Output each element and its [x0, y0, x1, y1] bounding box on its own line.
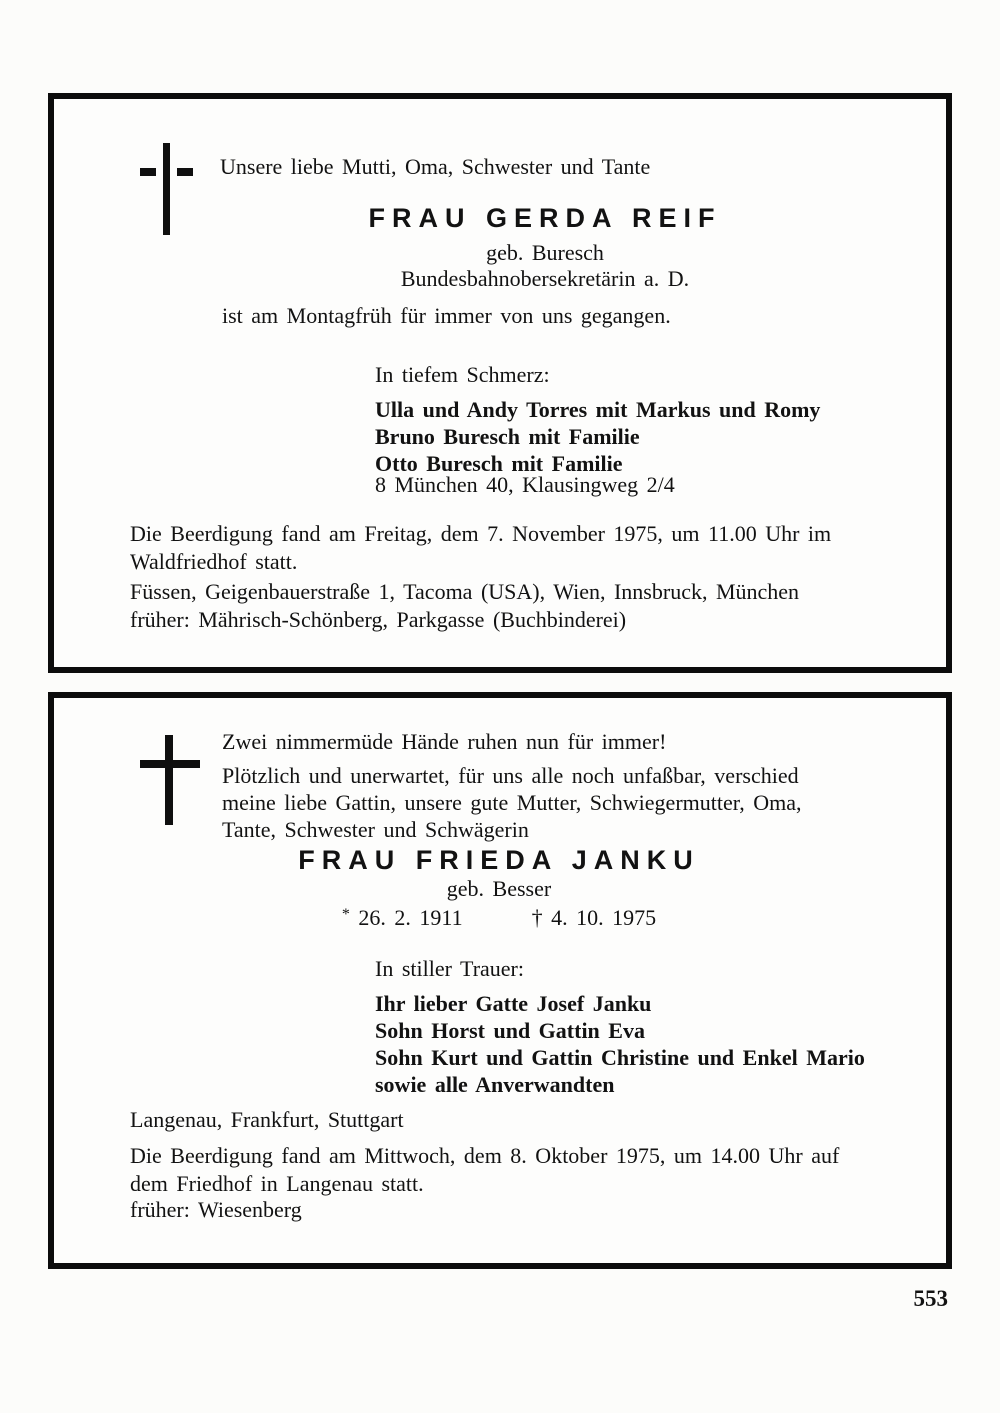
profession: Bundesbahnobersekretärin a. D. [400, 266, 690, 291]
mourning-label: In stiller Trauer: [375, 956, 524, 981]
residence-places: Langenau, Frankfurt, Stuttgart [130, 1107, 404, 1132]
obituary-notice-frieda-janku [48, 692, 952, 1269]
mourner-line: Bruno Buresch mit Familie [375, 424, 640, 449]
mourner-line: Sohn Kurt und Gattin Christine und Enkel Mario [375, 1045, 865, 1070]
obituary-notice-gerda-reif [48, 93, 952, 673]
birth-date: 26. 2. 1911 [358, 905, 463, 930]
mourning-label: In tiefem Schmerz: [375, 362, 550, 387]
former-residence: früher: Mährisch-Schönberg, Parkgasse (Buchbinderei) [130, 607, 627, 632]
mourner-line: Ihr lieber Gatte Josef Janku [375, 991, 652, 1016]
mourners-list [375, 396, 820, 477]
mourner-line: Otto Buresch mit Familie [375, 451, 623, 476]
birth-symbol: * [341, 906, 350, 923]
notice-paragraph: Plötzlich und unerwartet, für uns alle noch unfaßbar, verschied meine liebe Gattin, unsere gute Mutter, Schwiegermutter, Oma, Tante, Schwester und Schwägerin [222, 763, 802, 842]
mourners-list [375, 990, 865, 1098]
latin-cross-icon [140, 735, 200, 825]
mourner-line: sowie alle Anverwandten [375, 1072, 615, 1097]
residence-places: Füssen, Geigenbauerstraße 1, Tacoma (USA), Wien, Innsbruck, München [130, 579, 800, 604]
death-symbol: † [531, 905, 543, 930]
deceased-name: FRAU FRIEDA JANKU [298, 845, 700, 875]
mourner-line: Ulla und Andy Torres mit Markus und Romy [375, 397, 821, 422]
maiden-name: geb. Buresch [486, 240, 604, 265]
funeral-info: Die Beerdigung fand am Mittwoch, dem 8. Oktober 1975, um 14.00 Uhr auf dem Friedhof in Langenau statt. [130, 1143, 840, 1196]
mourners-address: 8 München 40, Klausingweg 2/4 [375, 472, 675, 497]
mourner-line: Sohn Horst und Gattin Eva [375, 1018, 645, 1043]
deceased-name: FRAU GERDA REIF [368, 203, 722, 233]
death-statement: ist am Montagfrüh für immer von uns gegangen. [222, 303, 671, 328]
maiden-name: geb. Besser [446, 876, 552, 901]
notice-intro: Unsere liebe Mutti, Oma, Schwester und Tante [220, 154, 651, 179]
notice-intro: Zwei nimmermüde Hände ruhen nun für immer! [222, 729, 667, 754]
life-dates [54, 905, 944, 931]
page-number: 553 [913, 1286, 948, 1311]
former-residence: früher: Wiesenberg [130, 1197, 302, 1222]
death-date: 4. 10. 1975 [551, 905, 657, 930]
funeral-info: Die Beerdigung fand am Freitag, dem 7. November 1975, um 11.00 Uhr im Waldfriedhof statt. [130, 521, 832, 574]
